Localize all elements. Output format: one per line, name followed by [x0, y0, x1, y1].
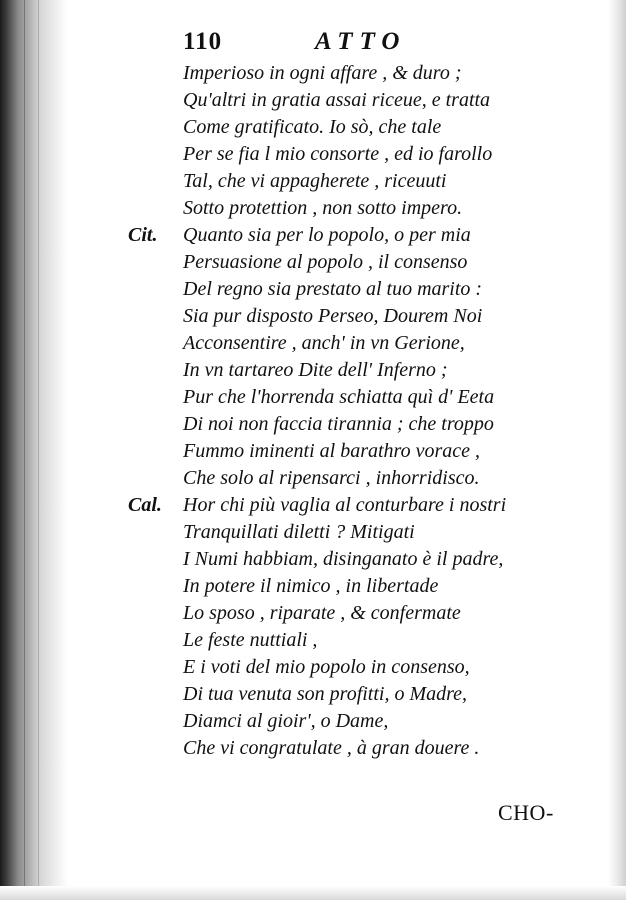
verse-line: Hor chi più vaglia al conturbare i nostri [183, 494, 507, 516]
verse-line: Acconsentire , anch' in vn Gerione, [183, 332, 465, 354]
catchword: CHO- [498, 800, 554, 825]
verse-line: Persuasione al popolo , il consenso [183, 251, 468, 273]
verse-line: Quanto sia per lo popolo, o per mia [183, 224, 471, 246]
verse-line: Tal, che vi appagherete , riceuuti [183, 170, 447, 192]
speaker-label-cit: Cit. [128, 224, 158, 246]
verse-line: Del regno sia prestato al tuo marito : [183, 278, 483, 300]
verse-line: Tranquillati diletti ? Mitigati [183, 521, 415, 543]
page-right-edge [608, 0, 626, 900]
verse-line: Lo sposo , riparate , & confermate [183, 602, 461, 624]
verse-line: E i voti del mio popolo in consenso, [183, 656, 470, 678]
gutter-fold-line [24, 0, 25, 900]
verse-line: In potere il nimico , in libertade [183, 575, 439, 597]
gutter-fold-line [38, 0, 39, 900]
speaker-label-cal: Cal. [128, 494, 162, 516]
verse-line: Diamci al gioir', o Dame, [183, 710, 389, 732]
page-bottom-edge [0, 886, 626, 900]
verse-line: Come gratificato. Io sò, che tale [183, 116, 442, 138]
verse-line: Qu'altri in gratia assai riceue, e tratta [183, 89, 491, 111]
gutter-fold-line [10, 0, 11, 900]
verse-line: Che solo al ripensarci , inhorridisco. [183, 467, 480, 489]
page-number: 110 [183, 28, 223, 55]
verse-line: Per se fia l mio consorte , ed io farollo [183, 143, 493, 165]
running-head: ATTO [315, 28, 407, 55]
verse-line: Sia pur disposto Perseo, Dourem Noi [183, 305, 483, 327]
verse-line: Le feste nuttiali , [183, 629, 318, 651]
verse-line: Di tua venuta son profitti, o Madre, [183, 683, 468, 705]
verse-line: Imperioso in ogni affare , & duro ; [183, 62, 462, 84]
verse-line: Che vi congratulate , à gran douere . [183, 737, 480, 759]
verse-line: Di noi non faccia tirannia ; che troppo [183, 413, 494, 435]
verse-line: Pur che l'horrenda schiatta quì d' Eeta [183, 386, 495, 408]
verse-line: In vn tartareo Dite dell' Inferno ; [183, 359, 448, 381]
verse-line: I Numi habbiam, disinganato è il padre, [183, 548, 504, 570]
verse-line: Fummo iminenti al barathro vorace , [183, 440, 481, 462]
verse-line: Sotto protettion , non sotto impero. [183, 197, 463, 219]
